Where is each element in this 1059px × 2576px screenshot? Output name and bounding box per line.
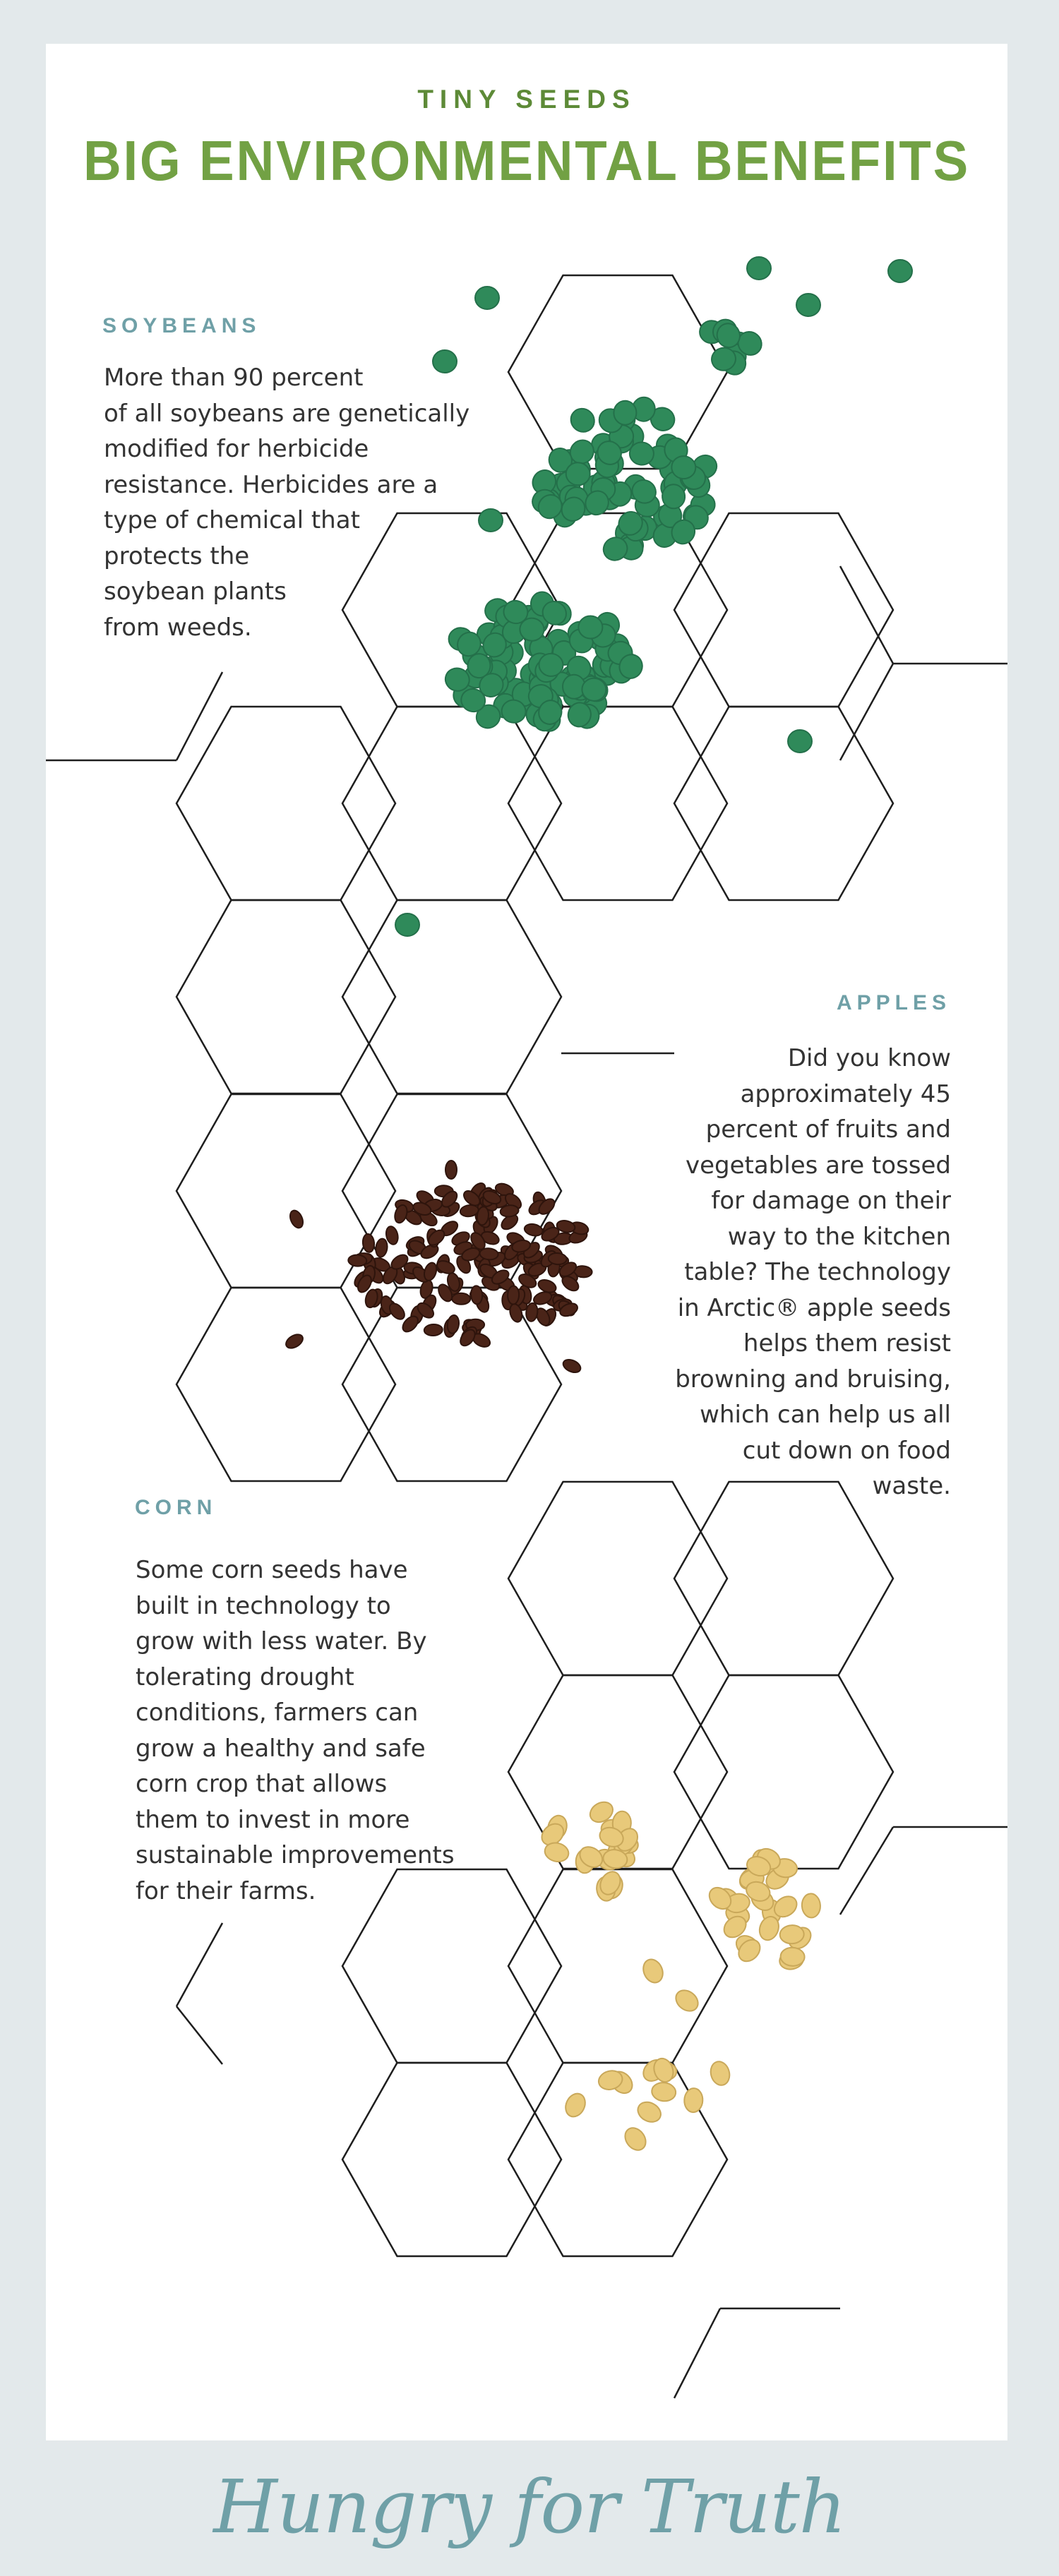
soybean-seed xyxy=(796,294,820,316)
soybean-seed xyxy=(578,616,603,639)
apple-seed xyxy=(508,1286,520,1305)
text-line: of all soybeans are genetically xyxy=(104,399,470,428)
text-line: corn crop that allows xyxy=(136,1770,388,1798)
corn-kernel xyxy=(672,1986,702,2015)
corn-kernel xyxy=(780,1947,805,1967)
infographic-card xyxy=(46,44,1007,2440)
apple-seed xyxy=(561,1357,582,1374)
text-line: in Arctic® apple seeds xyxy=(677,1293,951,1322)
soybean-seed xyxy=(614,401,636,425)
soybean-seed xyxy=(538,653,563,677)
apple-seed xyxy=(284,1331,306,1350)
text-line: approximately 45 xyxy=(740,1079,951,1108)
text-line: modified for herbicide xyxy=(104,435,369,463)
text-line: soybean plants xyxy=(104,577,287,606)
text-line: type of chemical that xyxy=(104,506,360,534)
apple-seed xyxy=(287,1209,305,1230)
corn-kernel xyxy=(708,2059,732,2087)
apple-seed xyxy=(445,1161,457,1179)
page-title: BIG ENVIRONMENTAL BENEFITS xyxy=(83,129,971,192)
text-line: More than 90 percent xyxy=(104,364,364,392)
text-line: which can help us all xyxy=(700,1401,951,1429)
soybeans-title: SOYBEANS xyxy=(102,314,261,337)
text-line: from weeds. xyxy=(104,613,252,642)
corn-kernel xyxy=(562,2090,589,2120)
text-line: them to invest in more xyxy=(136,1805,410,1834)
text-line: grow with less water. By xyxy=(136,1627,427,1655)
text-line: for their farms. xyxy=(136,1876,316,1905)
hungry-for-truth-logo: Hungry for Truth xyxy=(213,2464,846,2550)
soybean-seed xyxy=(395,913,419,936)
text-line: resistance. Herbicides are a xyxy=(104,470,438,499)
text-line: way to the kitchen xyxy=(727,1222,951,1251)
corn-kernel xyxy=(651,2081,677,2102)
header-kicker: TINY SEEDS xyxy=(417,85,636,114)
text-line: tolerating drought xyxy=(136,1663,354,1691)
soybean-seed xyxy=(566,462,591,486)
text-line: vegetables are tossed xyxy=(685,1151,951,1180)
text-line: waste. xyxy=(872,1472,951,1500)
apple-seed xyxy=(470,1286,483,1305)
soybean-seed xyxy=(747,257,771,280)
soybean-seed xyxy=(566,404,599,436)
text-line: percent of fruits and xyxy=(705,1115,951,1144)
apple-seed xyxy=(446,1314,460,1334)
soybean-seed xyxy=(888,260,912,282)
apple-seed xyxy=(548,1252,567,1265)
corn-kernel xyxy=(779,1924,804,1944)
apple-seed xyxy=(348,1254,367,1266)
text-line: browning and bruising, xyxy=(675,1365,951,1394)
text-line: for damage on their xyxy=(711,1187,951,1215)
corn-kernel xyxy=(621,2124,650,2155)
text-line: Did you know xyxy=(787,1044,951,1072)
apple-seed xyxy=(375,1238,388,1258)
corn-text xyxy=(136,1552,455,1909)
text-line: protects the xyxy=(104,541,250,570)
text-line: Some corn seeds have xyxy=(136,1556,408,1584)
soybean-seed xyxy=(475,287,499,309)
apple-seed xyxy=(523,1223,544,1238)
text-line: cut down on food xyxy=(742,1436,951,1465)
corn-kernel xyxy=(683,2087,703,2112)
text-line: helps them resist xyxy=(743,1329,951,1358)
text-line: grow a healthy and safe xyxy=(136,1734,426,1763)
soybean-seed xyxy=(479,509,503,532)
apples-text xyxy=(675,1041,951,1504)
text-line: built in technology to xyxy=(136,1591,391,1620)
text-line: table? The technology xyxy=(684,1258,951,1286)
apple-seed xyxy=(424,1324,443,1336)
corn-kernel xyxy=(635,2098,664,2126)
text-line: sustainable improvements xyxy=(136,1841,455,1869)
apple-seed xyxy=(452,1293,470,1305)
text-line: conditions, farmers can xyxy=(136,1699,419,1727)
apples-title: APPLES xyxy=(836,991,951,1014)
apple-seed xyxy=(362,1233,376,1253)
corn-kernel xyxy=(640,1956,666,1986)
soybeans-text xyxy=(104,360,469,645)
soybean-seed xyxy=(788,730,812,753)
corn-kernel xyxy=(801,1893,821,1919)
corn-title: CORN xyxy=(135,1496,217,1519)
